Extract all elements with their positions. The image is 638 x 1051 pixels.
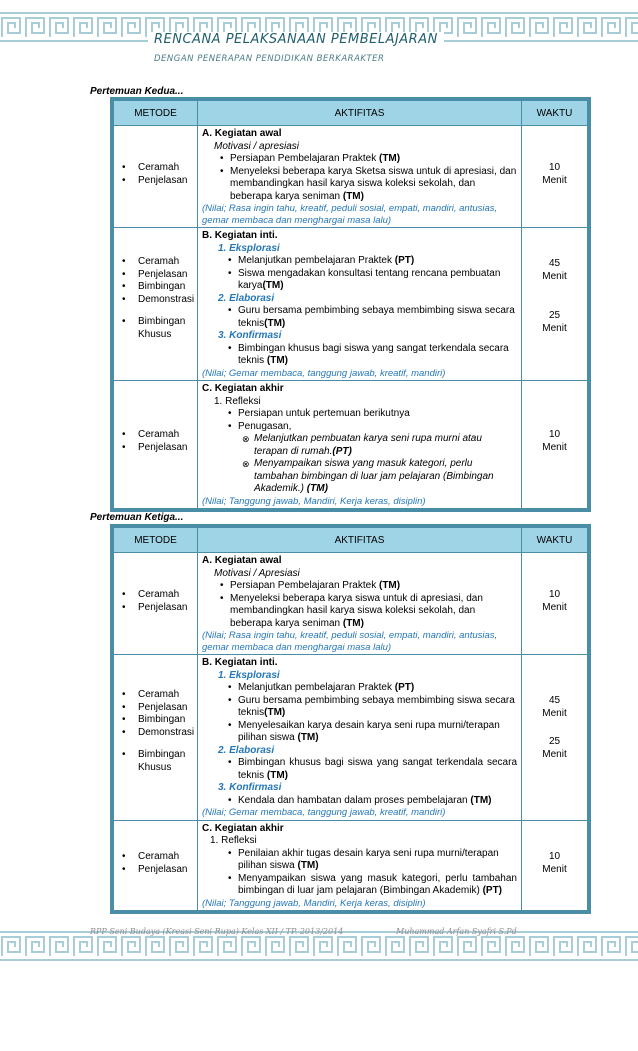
column-header-activity: AKTIFITAS [198,528,522,553]
table-kedua [110,97,591,512]
values-note: (Nilai; Rasa ingin tahu, kreatif, peduli sosial, empati, mandiri, antusias, gemar membaca dan menghargai masa lalu) [202,630,498,653]
activity-title: A. Kegiatan awal [202,555,282,566]
activity-phase: 1. Eksplorasi [218,669,280,681]
time-cell [522,126,587,223]
column-header-method: METODE [114,528,198,553]
activity-phase: 2. Elaborasi [218,744,275,756]
footer-right-text: Muhammad Arfan Syafri S.Pd [396,927,517,936]
table-row [114,655,588,821]
method-cell [114,655,197,774]
activity-title: C. Kegiatan akhir [202,383,284,394]
time-value: 25 [548,310,561,321]
activity-title: B. Kegiatan inti. [202,230,278,241]
method-cell [114,821,197,907]
method-item: • Penjelasan [122,602,197,615]
time-unit: Menit [542,174,567,186]
table-ketiga [110,524,591,914]
table-row [114,126,588,228]
activity-cell [198,655,521,820]
activity-cell [198,381,521,508]
time-value: 25 [548,736,561,747]
time-unit: Menit [542,707,567,719]
method-item: • Ceramah [122,256,197,269]
values-note: (Nilai; Gemar membaca, tanggung jawab, kreatif, mandiri) [202,807,446,818]
time-value: 10 [548,851,561,862]
activity-bullet: • Melanjutkan pembelajaran Praktek (PT) [202,682,517,695]
activity-bullet: • Menyeleksi beberapa karya siswa untuk di apresiasi, dan membandingkan hasil karya siswa koleksi sekolah, dan beberapa karya seniman (TM) [202,593,517,631]
column-header-method: METODE [114,101,198,126]
time-unit: Menit [542,322,567,334]
time-unit: Menit [542,441,567,453]
activity-phase: 3. Konfirmasi [218,782,282,793]
activity-bullet: • Persiapan untuk pertemuan berikutnya [202,408,517,421]
table-row [114,553,588,655]
activity-cell [198,553,521,654]
activity-subbullet: ⊗ Melanjutkan pembuatan karya seni rupa murni atau terapan di rumah.(PT) [202,433,517,458]
document-subtitle: DENGAN PENERAPAN PENDIDIKAN BERKARAKTER [148,54,390,64]
time-value: 10 [548,589,561,600]
activity-subtitle: 1. Refleksi [210,835,257,846]
activity-phase: 2. Elaborasi [218,292,275,304]
time-unit: Menit [542,270,567,282]
time-unit: Menit [542,748,567,760]
time-unit: Menit [542,863,567,875]
activity-title: B. Kegiatan inti. [202,657,278,668]
values-note: (Nilai; Tanggung jawab, Mandiri, Kerja keras, disiplin) [202,897,426,909]
activity-bullet: • Persiapan Pembelajaran Praktek (TM) [202,580,517,593]
activity-bullet: • Guru bersama pembimbing sebaya membimbing siswa secara teknis(TM) [202,305,517,330]
activity-bullet: • Persiapan Pembelajaran Praktek (TM) [202,153,517,166]
activity-phase: 1. Eksplorasi [218,242,280,254]
activity-bullet: • Menyelesaikan karya desain karya seni rupa murni/terapan pilihan siswa (TM) [202,720,517,745]
values-note: (Nilai; Rasa ingin tahu, kreatif, peduli sosial, empati, mandiri, antusias, gemar membaca dan menghargai masa lalu) [202,203,498,226]
section-heading-kedua: Pertemuan Kedua... [90,86,184,97]
activity-cell [198,821,521,911]
method-item: • Ceramah [122,589,197,602]
time-value: 45 [548,695,561,706]
time-cell [522,655,587,761]
page-footer [90,927,540,936]
method-item: • Ceramah [122,429,197,442]
activity-bullet: • Menyampaikan siswa yang masuk kategori, perlu tambahan bimbingan di luar jam pelajaran (Bimbingan Akademik) (PT) [202,873,517,898]
column-header-activity: AKTIFITAS [198,101,522,126]
method-item: • Ceramah [122,851,197,864]
document-header [148,30,478,66]
document-title: RENCANA PELAKSANAAN PEMBELAJARAN [148,32,444,47]
method-item: • Penjelasan [122,175,197,188]
method-item: • Bimbingan Khusus [122,316,197,341]
method-cell [114,126,197,223]
activity-title: A. Kegiatan awal [202,128,282,139]
values-note: (Nilai; Gemar membaca, tanggung jawab, kreatif, mandiri) [202,367,446,379]
table-header-row [114,101,588,126]
method-item: • Ceramah [122,689,197,702]
activity-bullet: • Kendala dan hambatan dalam proses pembelajaran (TM) [202,795,517,808]
method-item: • Penjelasan [122,702,197,715]
activity-title: C. Kegiatan akhir [202,822,284,834]
table-row [114,381,588,509]
method-item: • Demonstrasi [122,727,197,740]
time-unit: Menit [542,601,567,613]
time-cell [522,381,587,502]
method-item: • Penjelasan [122,864,197,877]
activity-phase: 3. Konfirmasi [218,330,282,341]
activity-subbullet: ⊗ Menyampaikan siswa yang masuk kategori, perlu tambahan bimbingan di luar jam pelajaran (Bimbingan Akademik.) (TM) [202,458,517,496]
method-cell [114,553,197,650]
method-item: • Penjelasan [122,269,197,282]
values-note: (Nilai; Tanggung jawab, Mandiri, Kerja keras, disiplin) [202,495,426,507]
method-cell [114,228,197,341]
method-item: • Ceramah [122,162,197,175]
activity-subtitle: Motivasi / Apresiasi [214,567,300,579]
activity-cell [198,126,521,227]
activity-bullet: • Penugasan, [202,421,517,434]
time-value: 10 [548,162,561,173]
activity-bullet: • Guru bersama pembimbing sebaya membimbing siswa secara teknis(TM) [202,695,517,720]
column-header-time: WAKTU [522,101,588,126]
method-item: • Bimbingan [122,714,197,727]
activity-bullet: • Menyeleksi beberapa karya Sketsa siswa untuk di apresiasi, dan membandingkan hasil karya siswa koleksi sekolah, dan beberapa karya seniman (TM) [202,166,517,204]
activity-cell [198,228,521,380]
method-cell [114,381,197,502]
column-header-time: WAKTU [522,528,588,553]
table-row [114,228,588,381]
section-heading-ketiga: Pertemuan Ketiga... [90,512,184,523]
table-row [114,820,588,911]
activity-bullet: • Penilaian akhir tugas desain karya seni rupa murni/terapan pilihan siswa (TM) [202,848,517,873]
activity-bullet: • Siswa mengadakan konsultasi tentang rencana pembuatan karya(TM) [202,268,517,293]
activity-bullet: • Bimbingan khusus bagi siswa yang sangat terkendala secara teknis (TM) [202,343,517,368]
time-value: 10 [548,429,561,440]
method-item: • Demonstrasi [122,294,197,307]
method-item: • Penjelasan [122,442,197,455]
table-header-row [114,528,588,553]
time-cell [522,228,587,335]
time-cell [522,553,587,650]
activity-bullet: • Melanjutkan pembelajaran Praktek (PT) [202,255,517,268]
activity-subtitle: 1. Refleksi [214,395,261,407]
method-item: • Bimbingan Khusus [122,749,197,774]
time-cell [522,821,587,907]
activity-bullet: • Bimbingan khusus bagi siswa yang sangat terkendala secara teknis (TM) [202,757,517,782]
time-value: 45 [548,258,561,269]
method-item: • Bimbingan [122,281,197,294]
activity-subtitle: Motivasi / apresiasi [214,140,300,152]
footer-left-text: RPP Seni Budaya (Kreasi Seni Rupa) Kelas XII / TP. 2013/2014 [90,927,344,936]
